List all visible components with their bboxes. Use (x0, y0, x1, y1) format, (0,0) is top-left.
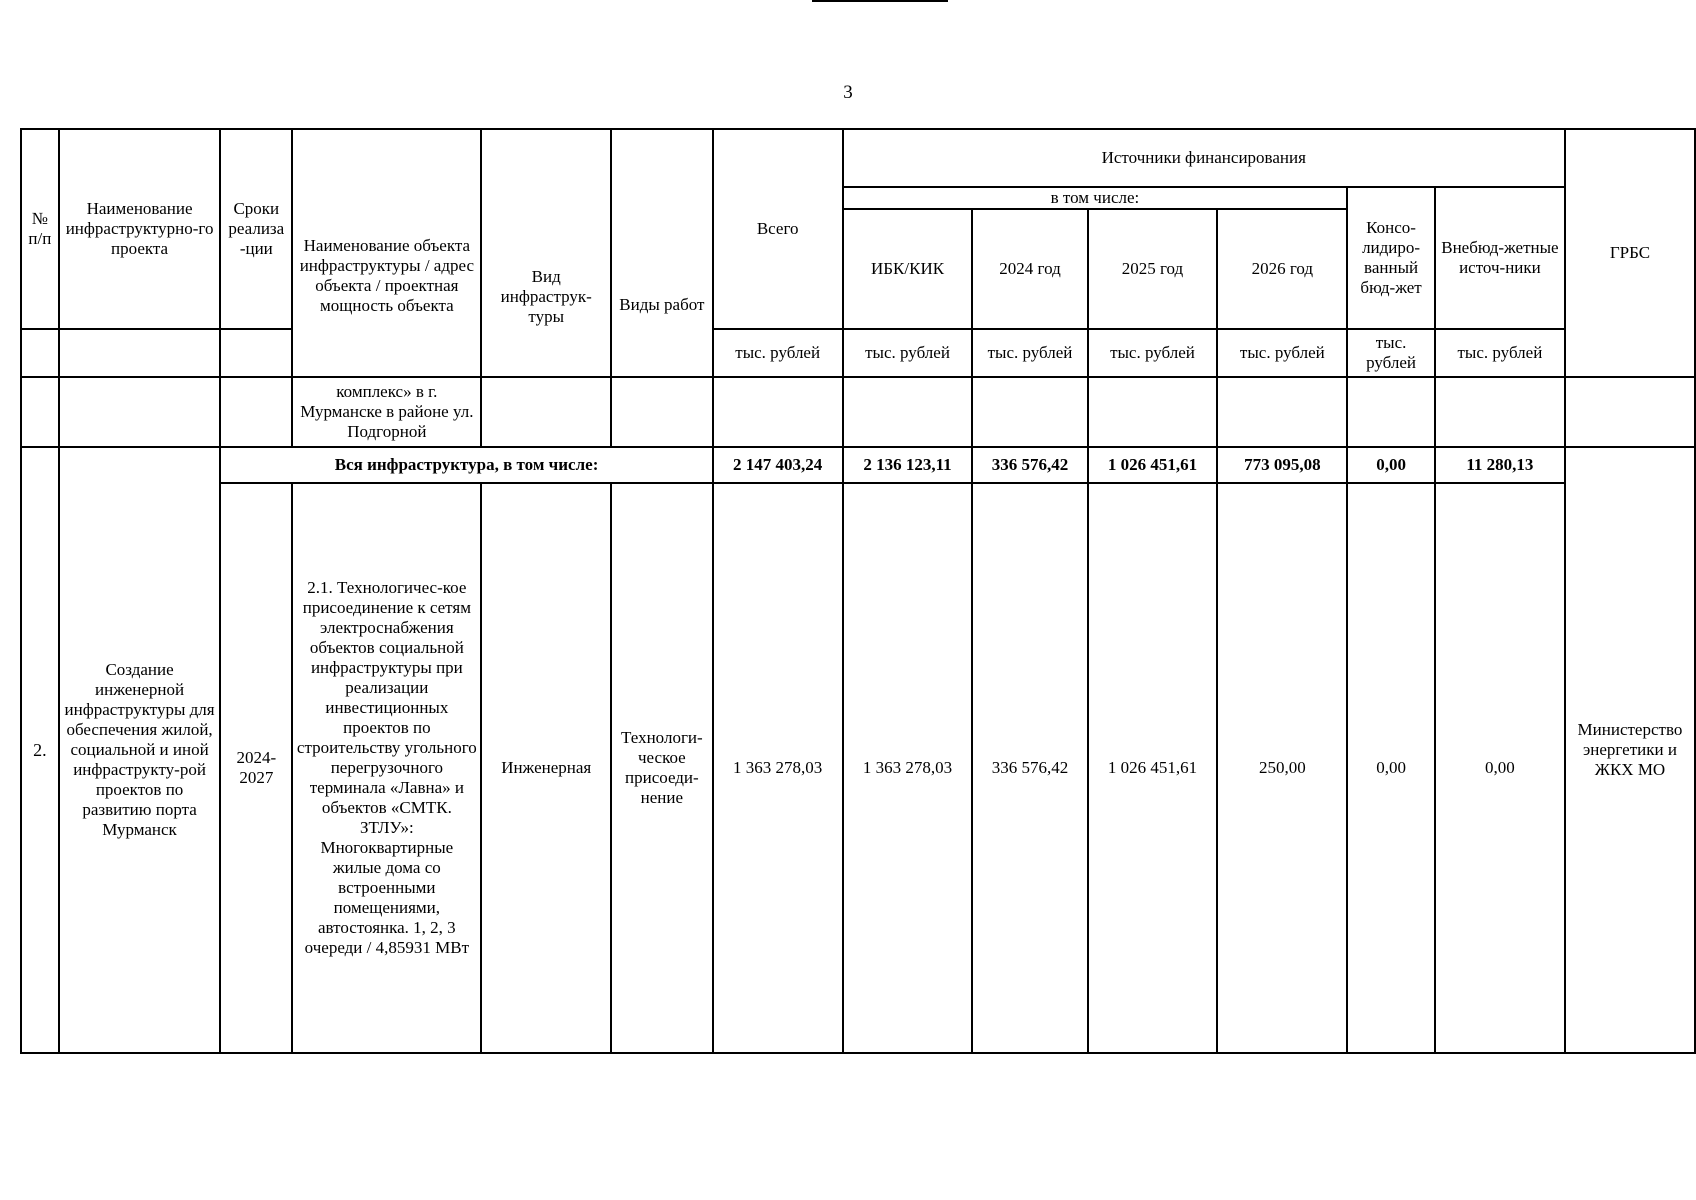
header-funding-sources: Источники финансирования (843, 129, 1565, 187)
cont-consolidated (1347, 377, 1435, 447)
unit-total: тыс. рублей (713, 329, 843, 377)
header-project-name: Наименование инфраструктурно-го проекта (59, 129, 221, 329)
item-extrabudget: 0,00 (1435, 483, 1565, 1053)
header-extrabudget: Внебюд-жетные источ-ники (1435, 187, 1565, 329)
project-name: Создание инженерной инфраструктуры для обеспечения жилой, социальной и иной инфраструкту-рой проектов по развитию порта Мурманск (59, 447, 221, 1053)
item-terms: 2024-2027 (220, 483, 292, 1053)
header-2024: 2024 год (972, 209, 1087, 329)
header-work-types: Виды работ (611, 129, 713, 377)
cont-work-type (611, 377, 713, 447)
summary-2026: 773 095,08 (1217, 447, 1347, 483)
header-total: Всего (713, 129, 843, 329)
cont-num (21, 377, 59, 447)
cont-extrabudget (1435, 377, 1565, 447)
cont-2026 (1217, 377, 1347, 447)
project-number: 2. (21, 447, 59, 1053)
header-grbs: ГРБС (1565, 129, 1695, 377)
header-project-blank (59, 329, 221, 377)
summary-total: 2 147 403,24 (713, 447, 843, 483)
header-num: № п/п (21, 129, 59, 329)
item-2026: 250,00 (1217, 483, 1347, 1053)
header-ibk: ИБК/КИК (843, 209, 973, 329)
cont-project (59, 377, 221, 447)
grbs-text: Министерство энергетики и ЖКХ МО (1577, 720, 1683, 779)
header-object-name: Наименование объекта инфраструктуры / адрес объекта / проектная мощность объекта (292, 129, 481, 377)
cont-2025 (1088, 377, 1218, 447)
header-num-blank (21, 329, 59, 377)
page-number: 3 (843, 82, 853, 103)
cont-object: комплекс» в г. Мурманске в районе ул. Подгорной (292, 377, 481, 447)
cont-infra-type (481, 377, 611, 447)
header-consolidated: Консо-лидиро-ванный бюд-жет (1347, 187, 1435, 329)
item-consolidated: 0,00 (1347, 483, 1435, 1053)
unit-extrabudget: тыс. рублей (1435, 329, 1565, 377)
top-rule (812, 0, 948, 2)
item-work-type: Технологи-ческое присоеди-нение (611, 483, 713, 1053)
header-infra-type: Вид инфраструк-туры (481, 129, 611, 377)
item-ibk: 1 363 278,03 (843, 483, 973, 1053)
unit-2025: тыс. рублей (1088, 329, 1218, 377)
cont-total (713, 377, 843, 447)
header-terms-blank (220, 329, 292, 377)
summary-label: Вся инфраструктура, в том числе: (220, 447, 712, 483)
unit-consolidated: тыс. рублей (1347, 329, 1435, 377)
summary-extrabudget: 11 280,13 (1435, 447, 1565, 483)
cont-ibk (843, 377, 973, 447)
summary-2024: 336 576,42 (972, 447, 1087, 483)
summary-consolidated: 0,00 (1347, 447, 1435, 483)
item-infra-type: Инженерная (481, 483, 611, 1053)
header-2026: 2026 год (1217, 209, 1347, 329)
cont-2024 (972, 377, 1087, 447)
item-total: 1 363 278,03 (713, 483, 843, 1053)
header-2025: 2025 год (1088, 209, 1218, 329)
unit-2024: тыс. рублей (972, 329, 1087, 377)
item-2025: 1 026 451,61 (1088, 483, 1218, 1053)
cont-terms (220, 377, 292, 447)
item-2024: 336 576,42 (972, 483, 1087, 1053)
unit-ibk: тыс. рублей (843, 329, 973, 377)
summary-ibk: 2 136 123,11 (843, 447, 973, 483)
unit-2026: тыс. рублей (1217, 329, 1347, 377)
header-including: в том числе: (843, 187, 1348, 209)
header-terms: Сроки реализа -ции (220, 129, 292, 329)
project-grbs (1565, 447, 1695, 1053)
financing-table (20, 128, 1696, 1054)
cont-grbs (1565, 377, 1695, 447)
item-object: 2.1. Технологичес-кое присоединение к сетям электроснабжения объектов социальной инфраструктуры при реализации инвестиционных проектов по строительству угольного перегрузочного терминала «Лавна» и объектов «СМТК. ЗТЛУ»: Многоквартирные жилые дома со встроенными помещениями, автостоянка. 1, 2, 3 очереди / 4,85931 МВт (292, 483, 481, 1053)
summary-2025: 1 026 451,61 (1088, 447, 1218, 483)
